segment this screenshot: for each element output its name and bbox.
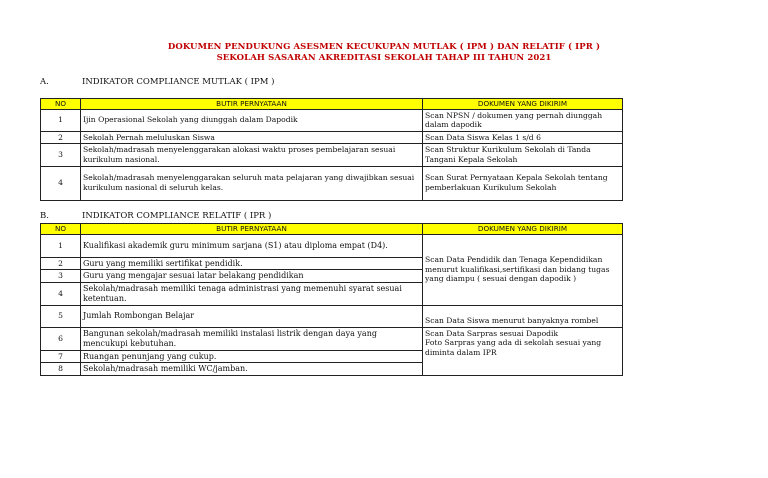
row-no: 3 [41,270,81,283]
table-row [41,234,623,257]
ipm-table [40,98,623,201]
table-row [41,327,623,350]
table-row [41,144,623,166]
row-no: 7 [41,350,81,363]
row-no: 6 [41,327,81,350]
document-title: DOKUMEN PENDUKUNG ASESMEN KECUKUPAN MUTLAK ( IPM ) DAN RELATIF ( IPR ) [167,42,601,52]
table-row [41,166,623,200]
column-header-no: NO [41,99,81,110]
dokumen-sarpras-line2: Foto Sarpras yang ada di sekolah sesuai yang diminta dalam IPR [425,338,602,357]
table-header-row [41,224,623,235]
section-b-title: INDIKATOR COMPLIANCE RELATIF ( IPR ) [82,211,272,221]
section-a-title: INDIKATOR COMPLIANCE MUTLAK ( IPM ) [82,77,275,87]
row-butir: Bangunan sekolah/madrasah memiliki instalasi listrik dengan daya yang mencukupi kebutuhan. [81,327,423,350]
row-dokumen: Scan Struktur Kurikulum Sekolah di Tanda Tangani Kepala Sekolah [423,144,623,166]
row-dokumen: Scan Data Siswa Kelas 1 s/d 6 [423,131,623,144]
table-row [41,109,623,131]
row-dokumen: Scan Data Pendidik dan Tenaga Kependidikan menurut kualifikasi,sertifikasi dan bidang tugas yang diampu ( sesuai dengan dapodik ) [423,234,623,305]
row-butir: Sekolah/madrasah memiliki tenaga administrasi yang memenuhi syarat sesuai ketentuan. [81,282,423,305]
row-dokumen: Scan NPSN / dokumen yang pernah diunggah dalam dapodik [423,109,623,131]
dokumen-sarpras-line1: Scan Data Sarpras sesuai Dapodik [425,328,559,338]
row-no: 4 [41,282,81,305]
row-butir: Sekolah/madrasah memiliki WC/jamban. [81,363,423,376]
column-header-butir: BUTIR PERNYATAAN [81,99,423,110]
column-header-butir: BUTIR PERNYATAAN [81,224,423,235]
row-no: 8 [41,363,81,376]
row-butir: Guru yang memiliki sertifikat pendidik. [81,257,423,270]
row-dokumen: Scan Surat Pernyataan Kepala Sekolah tentang pemberlakuan Kurikulum Sekolah [423,166,623,200]
row-dokumen: Scan Data Siswa menurut banyaknya rombel [423,305,623,327]
column-header-dokumen: DOKUMEN YANG DIKIRIM [423,224,623,235]
row-butir: Ijin Operasional Sekolah yang diunggah dalam Dapodik [81,109,423,131]
column-header-dokumen: DOKUMEN YANG DIKIRIM [423,99,623,110]
row-butir: Sekolah Pernah meluluskan Siswa [81,131,423,144]
row-no: 3 [41,144,81,166]
row-butir: Ruangan penunjang yang cukup. [81,350,423,363]
table-row [41,305,623,327]
row-no: 2 [41,257,81,270]
section-b-letter: B. [40,211,49,221]
table-header-row [41,99,623,110]
column-header-no: NO [41,224,81,235]
row-butir: Kualifikasi akademik guru minimum sarjana (S1) atau diploma empat (D4). [81,234,423,257]
row-no: 1 [41,234,81,257]
row-butir: Guru yang mengajar sesuai latar belakang pendidikan [81,270,423,283]
document-subtitle: SEKOLAH SASARAN AKREDITASI SEKOLAH TAHAP III TAHUN 2021 [216,53,552,63]
row-no: 2 [41,131,81,144]
row-no: 1 [41,109,81,131]
row-no: 4 [41,166,81,200]
table-row [41,131,623,144]
row-butir: Sekolah/madrasah menyelenggarakan seluruh mata pelajaran yang diwajibkan sesuai kurikulum nasional di seluruh kelas. [81,166,423,200]
section-a-letter: A. [40,77,49,87]
row-dokumen-group [423,327,623,375]
row-butir: Sekolah/madrasah menyelenggarakan alokasi waktu proses pembelajaran sesuai kurikulum nasional. [81,144,423,166]
row-no: 5 [41,305,81,327]
ipr-table [40,223,623,376]
row-butir: Jumlah Rombongan Belajar [81,305,423,327]
